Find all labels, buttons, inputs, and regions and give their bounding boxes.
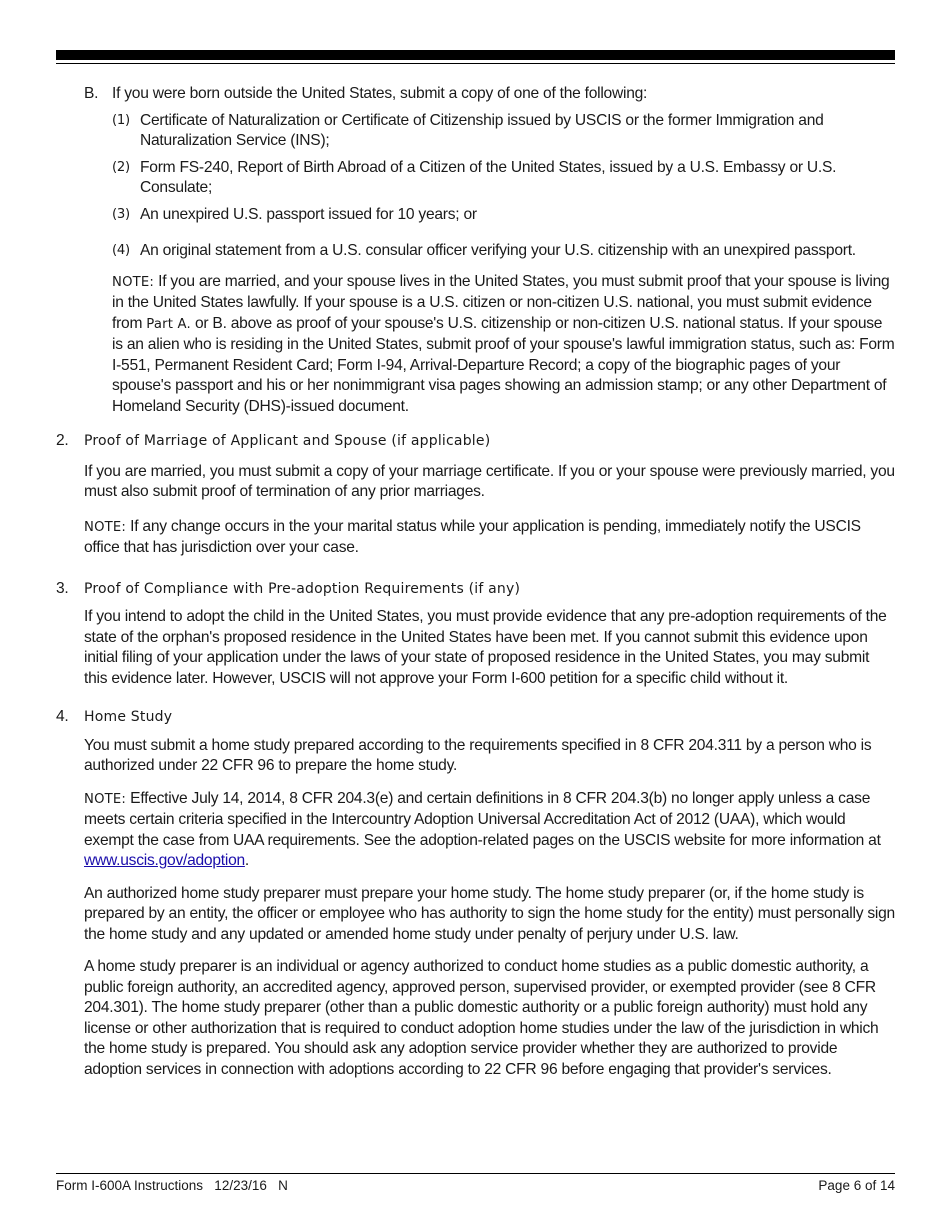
header-rule-thick	[56, 50, 895, 60]
list-item-number: (2)	[112, 159, 130, 175]
section-title: Proof of Compliance with Pre-adoption Requirements (if any)	[84, 580, 521, 597]
note-label: NOTE:	[84, 519, 127, 535]
list-item-text: An original statement from a U.S. consular officer verifying your U.S. citizenship with an unexpired passport.	[140, 242, 856, 259]
section-4-paragraph-3: A home study preparer is an individual or agency authorized to conduct home studies as a public domestic authority, a public foreign authority, an accredited agency, approved person, supervised provider, or exempted provider (see 8 CFR 204.301). The home study preparer (other than a public domestic authority or a public foreign authority) must hold any license or other authorization that is required to conduct adoption home studies under the law of the jurisdiction in which the home study is prepared. You should ask any adoption service provider whether they are authorized to provide adoption services in connection with adoptions according to 22 CFR 96 before engaging that provider's services.	[84, 958, 879, 1078]
list-item	[56, 241, 895, 262]
section-2-note	[56, 517, 895, 559]
section-number: 4.	[56, 708, 69, 725]
note-text: Effective July 14, 2014, 8 CFR 204.3(e) and certain definitions in 8 CFR 204.3(b) no longer apply unless a case meets certain criteria specified in the Intercountry Adoption Universal Accreditation Act of 2012 (UAA), which would exempt the case from UAA requirements. See the adoption-related pages on the USCIS website for more information at	[84, 789, 881, 849]
section-heading-2	[56, 431, 895, 452]
section-4-paragraph-2: An authorized home study preparer must prepare your home study. The home study preparer (or, if the home study is prepared by an entity, the officer or employee who has authority to sign the home study for the entity) must personally sign the home study and any updated or amended home study under penalty of perjury under U.S. law.	[84, 884, 895, 943]
part-b-note	[56, 272, 895, 418]
header-rule-thin	[56, 63, 895, 64]
section-4-note	[56, 789, 895, 872]
section-title: Home Study	[84, 709, 173, 725]
section-number: 3.	[56, 579, 69, 597]
document-body	[56, 84, 895, 1080]
list-item-text: An unexpired U.S. passport issued for 10 years; or	[140, 205, 477, 223]
uscis-adoption-link[interactable]: www.uscis.gov/adoption	[84, 852, 245, 869]
list-item	[56, 205, 895, 226]
footer-page-number: Page 6 of 14	[818, 1178, 895, 1193]
note-label: NOTE:	[112, 274, 155, 290]
section-title: Proof of Marriage of Applicant and Spouse (if applicable)	[84, 433, 491, 449]
part-b-intro: If you were born outside the United States, submit a copy of one of the following:	[112, 85, 648, 102]
list-item-text: Form FS-240, Report of Birth Abroad of a Citizen of the United States, issued by a U.S. Embassy or U.S. Consulate;	[140, 158, 837, 196]
note-text: If any change occurs in the your marital status while your application is pending, immediately notify the USCIS office that has jurisdiction over your case.	[84, 517, 861, 556]
note-text-1: If you are married, and your spouse lives in the United States, you must submit proof that your spouse is living in the United States lawfully. If your spouse is a U.S. citizen or non-citizen U.S. national, you must submit evidence from	[112, 272, 890, 332]
section-3-paragraph: If you intend to adopt the child in the United States, you must provide evidence that any pre-adoption requirements of the state of the orphan's proposed residence in the United States have been met. If you cannot submit this evidence upon initial filing of your application under the laws of your state of proposed residence in the United States, you may submit this evidence later. However, USCIS will not approve your Form I-600 petition for a specific child without it.	[84, 608, 887, 687]
section-2-paragraph: If you are married, you must submit a copy of your marriage certificate. If you or your spouse were previously married, you must also submit proof of termination of any prior marriages.	[84, 462, 895, 500]
list-item	[56, 111, 895, 152]
section-4-paragraph-1: You must submit a home study prepared according to the requirements specified in 8 CFR 204.311 by a person who is authorized under 22 CFR 96 to prepare the home study.	[84, 736, 872, 774]
footer-rule	[56, 1173, 895, 1174]
section-number: 2.	[56, 432, 69, 449]
list-item-number: (3)	[112, 206, 130, 222]
list-item	[56, 158, 895, 199]
section-heading-3	[56, 579, 895, 600]
footer-form-id: Form I-600A Instructions 12/23/16 N	[56, 1178, 288, 1193]
list-item-text: Certificate of Naturalization or Certificate of Citizenship issued by USCIS or the former Immigration and Naturalization Service (INS);	[140, 111, 824, 149]
list-item-number: (4)	[112, 243, 130, 258]
part-b-block	[56, 84, 895, 105]
part-a-reference: Part A.	[146, 316, 191, 332]
list-item-number: (1)	[112, 112, 130, 128]
section-heading-4	[56, 707, 895, 728]
note-label: NOTE:	[84, 791, 127, 807]
sentence-period: .	[244, 852, 250, 869]
note-text-2: or B. above as proof of your spouse's U.S. citizenship or non-citizen U.S. national status. If your spouse is an alien who is residing in the United States, submit proof of your spouse's lawful immigration status, such as: Form I-551, Permanent Resident Card; Form I-94, Arrival-Departure Record; a copy of the biographic pages of your spouse's passport and his or her nonimmigrant visa pages showing an admission stamp; or any other Department of Homeland Security (DHS)-issued document.	[112, 314, 895, 415]
part-b-label: B.	[84, 85, 99, 102]
